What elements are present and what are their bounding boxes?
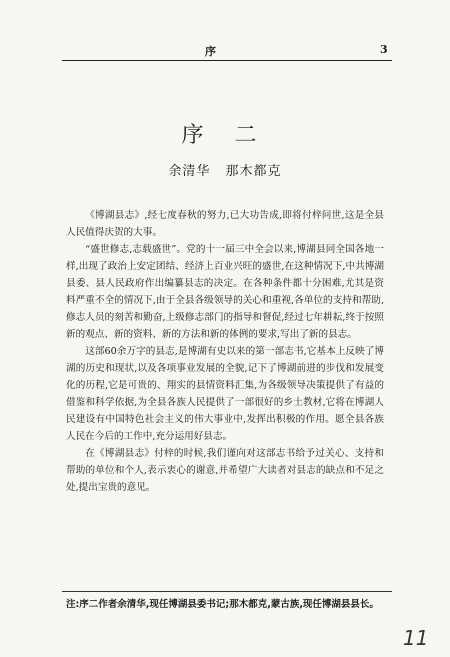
paragraph: 在《博湖县志》付梓的时候,我们谨向对这部志书给予过关心、支持和帮助的单位和个人,表示衷心的谢意,并希望广大读者对县志的缺点和不足之处,提出宝贵的意见。 <box>66 448 384 493</box>
running-head: 序 <box>205 45 218 58</box>
header-rule <box>62 60 392 61</box>
body-text <box>66 207 384 496</box>
authors-line: 余清华 那木都克 <box>168 164 282 179</box>
page-number: 3 <box>380 43 388 56</box>
footnote: 注:序二作者余清华,现任博湖县委书记;那木都克,蒙古族,现任博湖县县长。 <box>66 599 379 610</box>
paragraph: 这部60余万字的县志,是博湖有史以来的第一部志书,它基本上反映了博湖的历史和现状,以及各项事业发展的全貌,记下了博湖前进的步伐和发展变化的历程,它是可贵的、翔实的县情资料汇集,为各级领导决策提供了有益的借鉴和科学依据,为全县各族人民提供了一部很好的乡土教材,它将在博湖人民建设有中国特色社会主义的伟大事业中,发挥出积极的作用。愿全县各族人民在今后的工作中,充分运用好县志。 <box>66 346 384 442</box>
footnote-rule <box>62 591 392 592</box>
page-title: 序 二 <box>181 123 269 148</box>
handwritten-page-mark: 11 <box>403 626 429 650</box>
paragraph: “盛世修志,志载盛世”。党的十一届三中全会以来,博湖县同全国各地一样,出现了政治上安定团结、经济上百业兴旺的盛世,在这种情况下,中共博湖县委、县人民政府作出编纂县志的决定。在各种条件都十分困难,尤其是资料严重不全的情况下,由于全县各级领导的关心和重视,各单位的支持和帮助,修志人员的刻苦和勤奋,上级修志部门的指导和督促,经过七年耕耘,终于按照新的观点、新的资料、新的方法和新的体例的要求,写出了新的县志。 <box>66 244 384 340</box>
paragraph: 《博湖县志》,经七度春秋的努力,已大功告成,即将付梓问世,这是全县人民值得庆贺的大事。 <box>66 210 384 238</box>
